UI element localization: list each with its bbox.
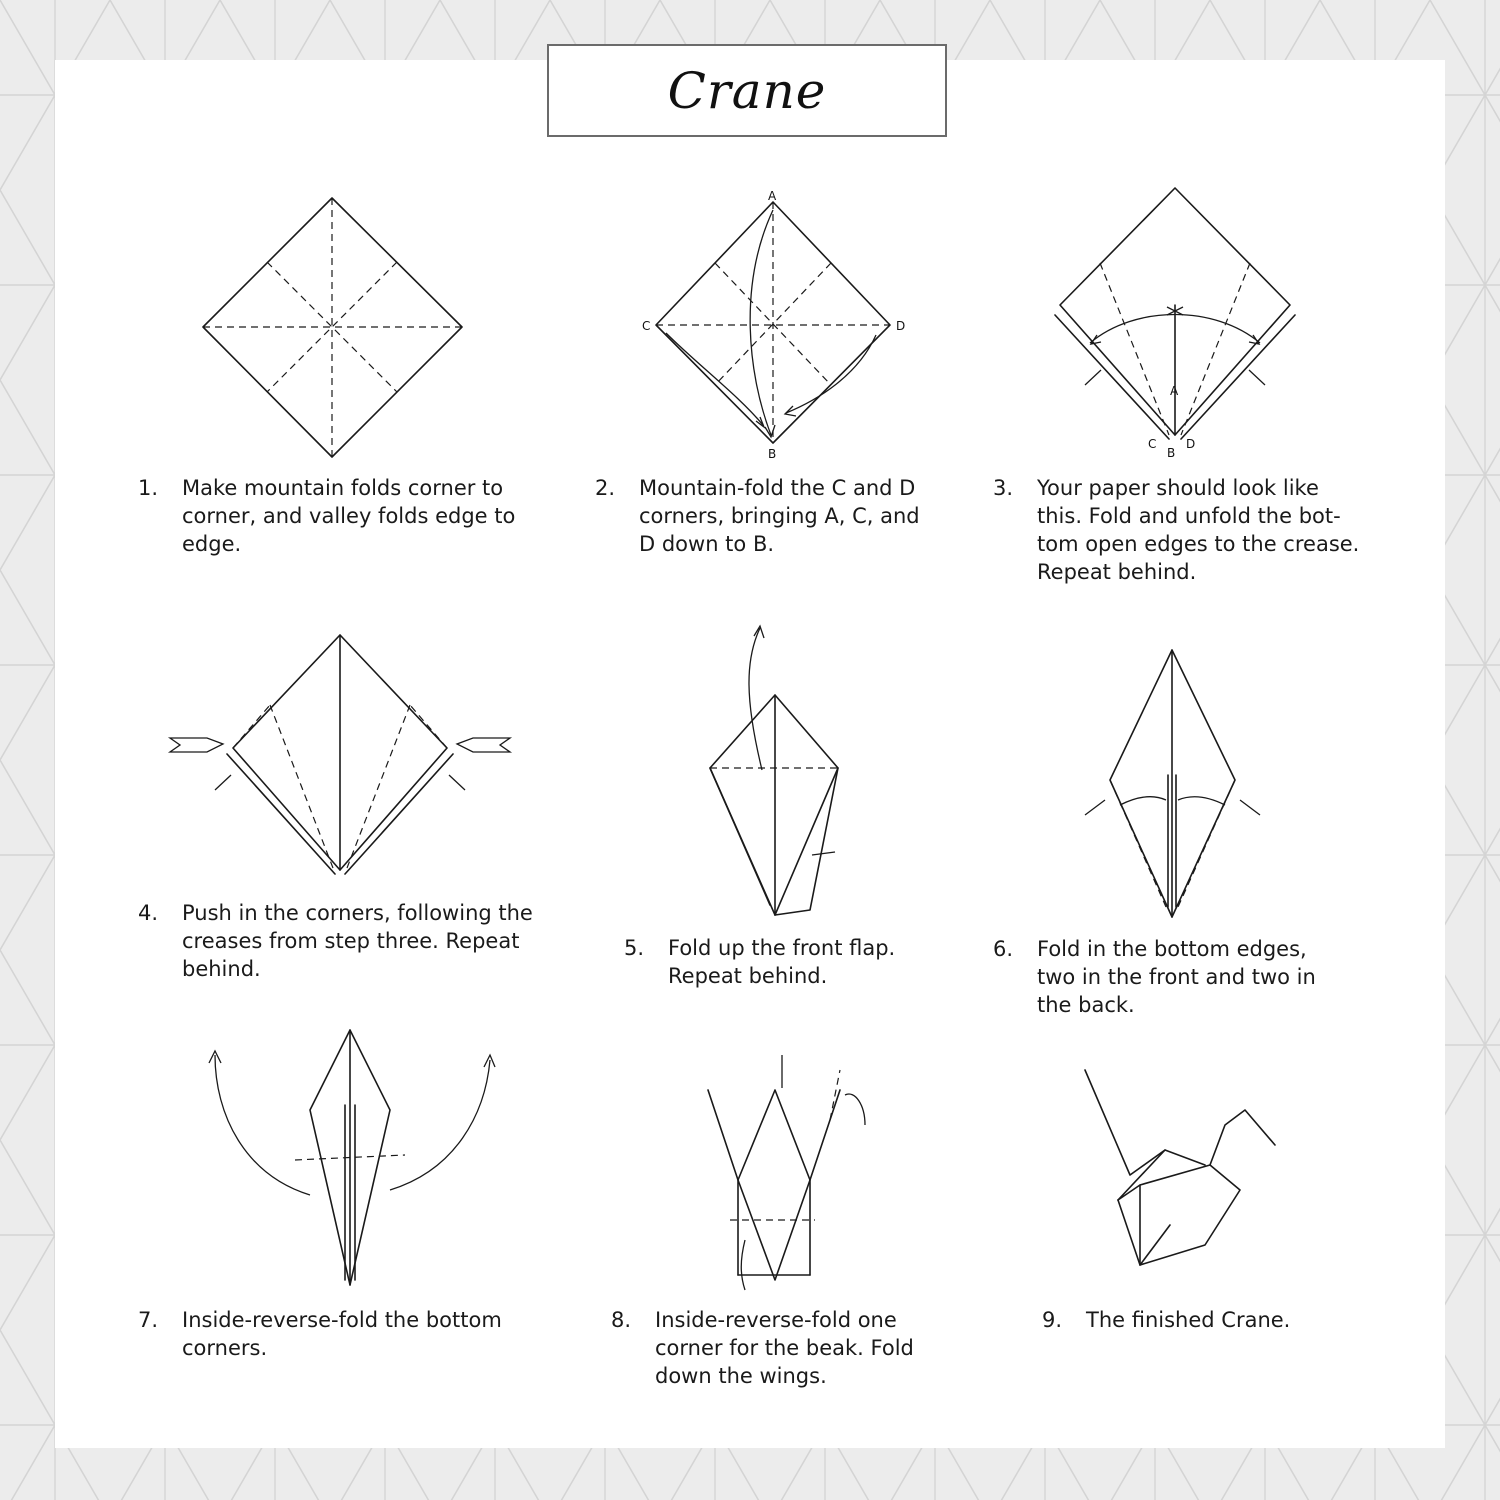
step-3-caption: [993, 474, 1359, 586]
step-7-diagram: [195, 1025, 505, 1290]
step-number: 5.: [624, 936, 645, 960]
step-3-label-d: D: [1186, 437, 1196, 451]
step-text: The finished Crane.: [1086, 1308, 1291, 1332]
step-3-diagram: [1045, 185, 1305, 465]
step-text: Your paper should look like this. Fold and unfold the bot- tom open edges to the crease. Repeat behind.: [1037, 476, 1360, 584]
step-4-caption: [138, 899, 533, 983]
step-1-caption: [138, 474, 515, 558]
step-text: Inside-reverse-fold the bottom corners.: [182, 1308, 502, 1360]
step-2-diagram: [638, 185, 908, 465]
step-text: Make mountain folds corner to corner, and valley folds edge to edge.: [182, 476, 516, 556]
step-2-caption: [595, 474, 920, 558]
step-9-caption: [1042, 1306, 1290, 1334]
page-title: Crane: [667, 61, 827, 120]
step-number: 2.: [595, 476, 616, 500]
step-5-diagram: [700, 620, 860, 920]
step-text: Fold in the bottom edges, two in the front and two in the back.: [1037, 937, 1316, 1017]
step-number: 7.: [138, 1308, 159, 1332]
step-8-caption: [611, 1306, 914, 1390]
step-number: 3.: [993, 476, 1014, 500]
step-3-label-c: C: [1148, 437, 1157, 451]
step-4-diagram: [165, 630, 515, 880]
step-text: Fold up the front flap. Repeat behind.: [668, 936, 896, 988]
step-number: 1.: [138, 476, 159, 500]
step-8-diagram: [700, 1050, 880, 1295]
title-box: [547, 44, 947, 137]
step-2-label-a: A: [768, 189, 777, 203]
step-number: 9.: [1042, 1308, 1063, 1332]
step-text: Mountain-fold the C and D corners, bringing A, C, and D down to B.: [639, 476, 920, 556]
step-text: Push in the corners, following the creases from step three. Repeat behind.: [182, 901, 533, 981]
step-3-label-b: B: [1167, 446, 1176, 460]
step-2-label-d: D: [896, 319, 906, 333]
step-1-diagram: [200, 195, 465, 460]
step-number: 6.: [993, 937, 1014, 961]
step-2-label-c: C: [642, 319, 651, 333]
step-9-diagram: [1080, 1065, 1280, 1275]
step-2-label-b: B: [768, 447, 777, 461]
step-5-caption: [624, 934, 895, 990]
step-6-diagram: [1080, 645, 1270, 920]
step-number: 8.: [611, 1308, 632, 1332]
step-7-caption: [138, 1306, 502, 1362]
step-6-caption: [993, 935, 1316, 1019]
step-text: Inside-reverse-fold one corner for the beak. Fold down the wings.: [655, 1308, 914, 1388]
step-3-label-a: A: [1170, 384, 1179, 398]
step-number: 4.: [138, 901, 159, 925]
